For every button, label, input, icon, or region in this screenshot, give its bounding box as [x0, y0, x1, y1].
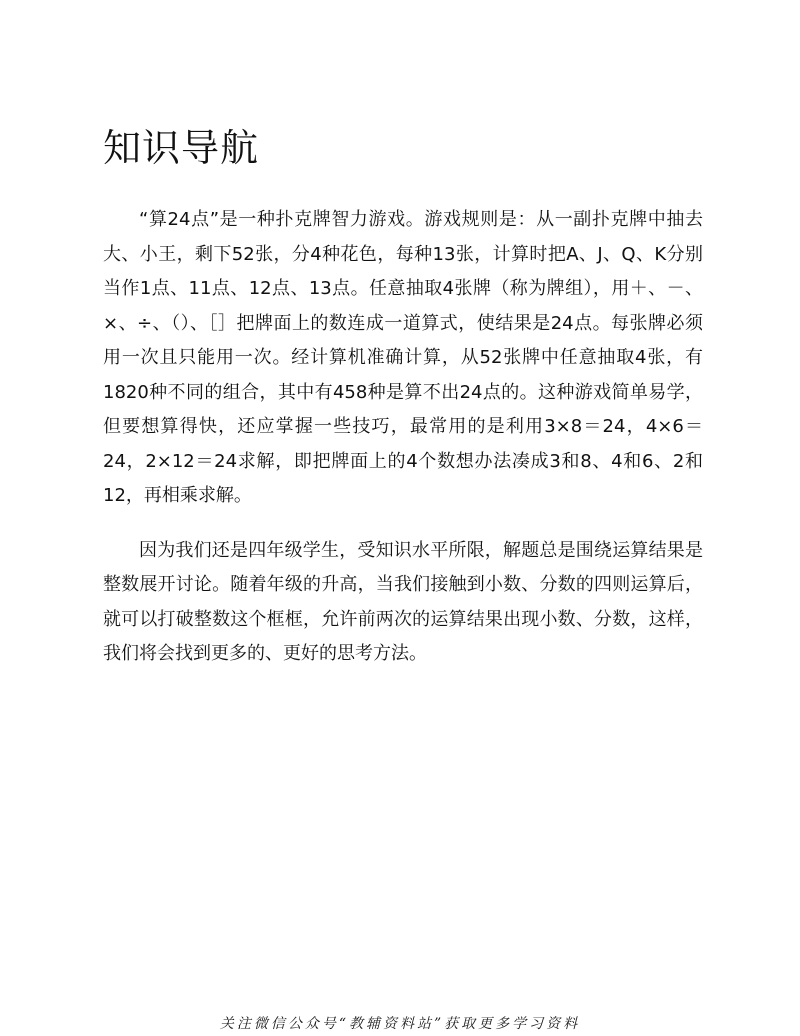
paragraph-note: 因为我们还是四年级学生，受知识水平所限，解题总是围绕运算结果是整数展开讨论。随着年级的升高，当我们接触到小数、分数的四则运算后，就可以打破整数这个框框，允许前两次的运算结果出现小数、分数，这样，我们将会找到更多的、更好的思考方法。: [103, 539, 703, 664]
body-text: [103, 203, 703, 672]
page-title: 知识导航: [103, 126, 260, 170]
footer-watermark: 关注微信公众号“教辅资料站”获取更多学习资料: [219, 1016, 581, 1032]
paragraph-rules: “算24点”是一种扑克牌智力游戏。游戏规则是：从一副扑克牌中抽去大、小王，剩下52张，分4种花色，每种13张，计算时把A、J、Q、K分别当作1点、11点、12点、13点。任意抽取4张牌（称为牌组），用＋、－、×、÷、（）、［］把牌面上的数连成一道算式，使结果是24点。每张牌必须用一次且只能用一次。经计算机准确计算，从52张牌中任意抽取4张，有1820种不同的组合，其中有458种是算不出24点的。这种游戏简单易学，但要想算得快，还应掌握一些技巧，最常用的是利用3×8＝24，4×6＝24，2×12＝24求解，即把牌面上的4个数想办法凑成3和8、4和6、2和12，再相乘求解。: [103, 209, 703, 506]
